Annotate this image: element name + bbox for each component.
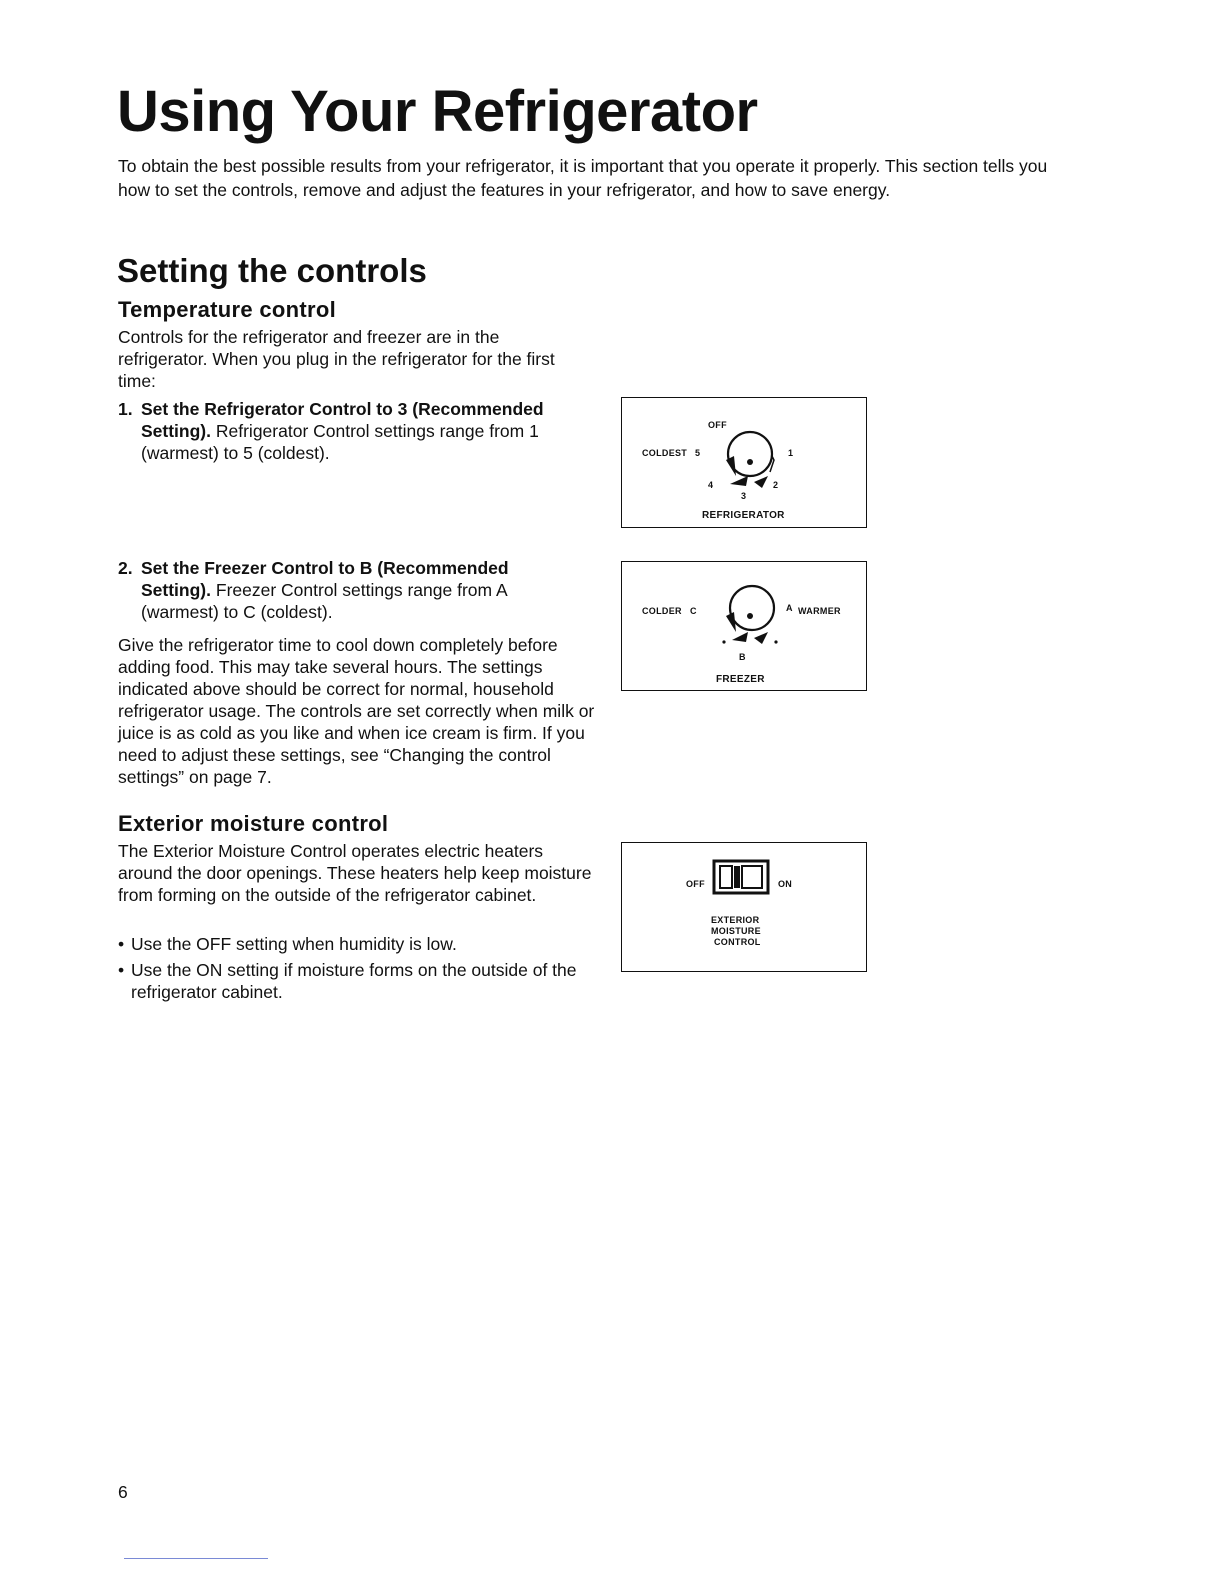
temperature-intro: Controls for the refrigerator and freezer are in the refrigerator. When you plug in the refrigerator for the first time: — [118, 327, 555, 391]
footer-rule — [124, 1558, 268, 1559]
freezer-label: FREEZER — [716, 674, 765, 685]
moisture-on-label: ON — [778, 879, 793, 889]
freezer-setting-a: A — [786, 603, 793, 613]
intro-paragraph: To obtain the best possible results from your refrigerator, it is important that you operate it properly. This section tells you how to set the controls, remove and adjust the features in your refrigerator, and how to save energy. — [118, 156, 1048, 200]
moisture-switch-icon — [622, 843, 866, 971]
freezer-warmer-label: WARMER — [798, 606, 841, 616]
page-number: 6 — [118, 1482, 128, 1502]
moisture-label-line-3: CONTROL — [714, 937, 761, 947]
temperature-heading: Temperature control — [118, 297, 336, 322]
moisture-label-line-2: MOISTURE — [711, 926, 761, 936]
refrigerator-control-diagram — [621, 397, 867, 528]
freezer-colder-label: COLDER — [642, 606, 682, 616]
moisture-control-diagram — [621, 842, 867, 972]
refrigerator-setting-3: 3 — [741, 491, 747, 501]
step-1 — [118, 398, 598, 464]
freezer-dial-icon — [622, 562, 866, 690]
step-1-bold: Set the Refrigerator Control to 3 (Recommended Setting). — [141, 399, 544, 441]
step-1-text: Refrigerator Control settings range from 1 (warmest) to 5 (coldest). — [141, 421, 539, 463]
step-2-number: 2. — [118, 558, 133, 578]
refrigerator-off-label: OFF — [708, 420, 727, 430]
moisture-intro: The Exterior Moisture Control operates electric heaters around the door openings. These heaters help keep moisture from forming on the outside of the refrigerator cabinet. — [118, 841, 592, 905]
refrigerator-setting-4: 4 — [708, 480, 714, 490]
refrigerator-setting-5: 5 — [695, 448, 701, 458]
step-1-number: 1. — [118, 399, 133, 419]
freezer-control-diagram — [621, 561, 867, 691]
step-2-text: Freezer Control settings range from A (warmest) to C (coldest). — [141, 580, 507, 622]
section-title: Setting the controls — [117, 252, 427, 289]
refrigerator-dial-icon — [622, 398, 866, 527]
freezer-setting-b: B — [739, 652, 746, 662]
moisture-heading: Exterior moisture control — [118, 811, 389, 836]
page-title: Using Your Refrigerator — [117, 79, 758, 144]
step-2-bold: Set the Freezer Control to B (Recommended Setting). — [141, 558, 509, 600]
refrigerator-coldest-label: COLDEST — [642, 448, 688, 458]
refrigerator-setting-1: 1 — [788, 448, 794, 458]
refrigerator-label: REFRIGERATOR — [702, 510, 785, 521]
moisture-off-label: OFF — [686, 879, 705, 889]
moisture-bullet-1: • Use the OFF setting when humidity is low. — [118, 934, 457, 954]
temperature-note: Give the refrigerator time to cool down completely before adding food. This may take several hours. The settings indicated above should be correct for normal, household refrigerator usage. The controls are set correctly when milk or juice is as cold as you like and when ice cream is firm. If you need to adjust these settings, see “Changing the control settings” on page 7. — [118, 635, 595, 787]
step-2 — [118, 557, 578, 623]
moisture-bullet-2: • Use the ON setting if moisture forms on the outside of the refrigerator cabinet. — [118, 960, 577, 1002]
refrigerator-setting-2: 2 — [773, 480, 779, 490]
moisture-label-line-1: EXTERIOR — [711, 915, 760, 925]
freezer-setting-c: C — [690, 606, 697, 616]
